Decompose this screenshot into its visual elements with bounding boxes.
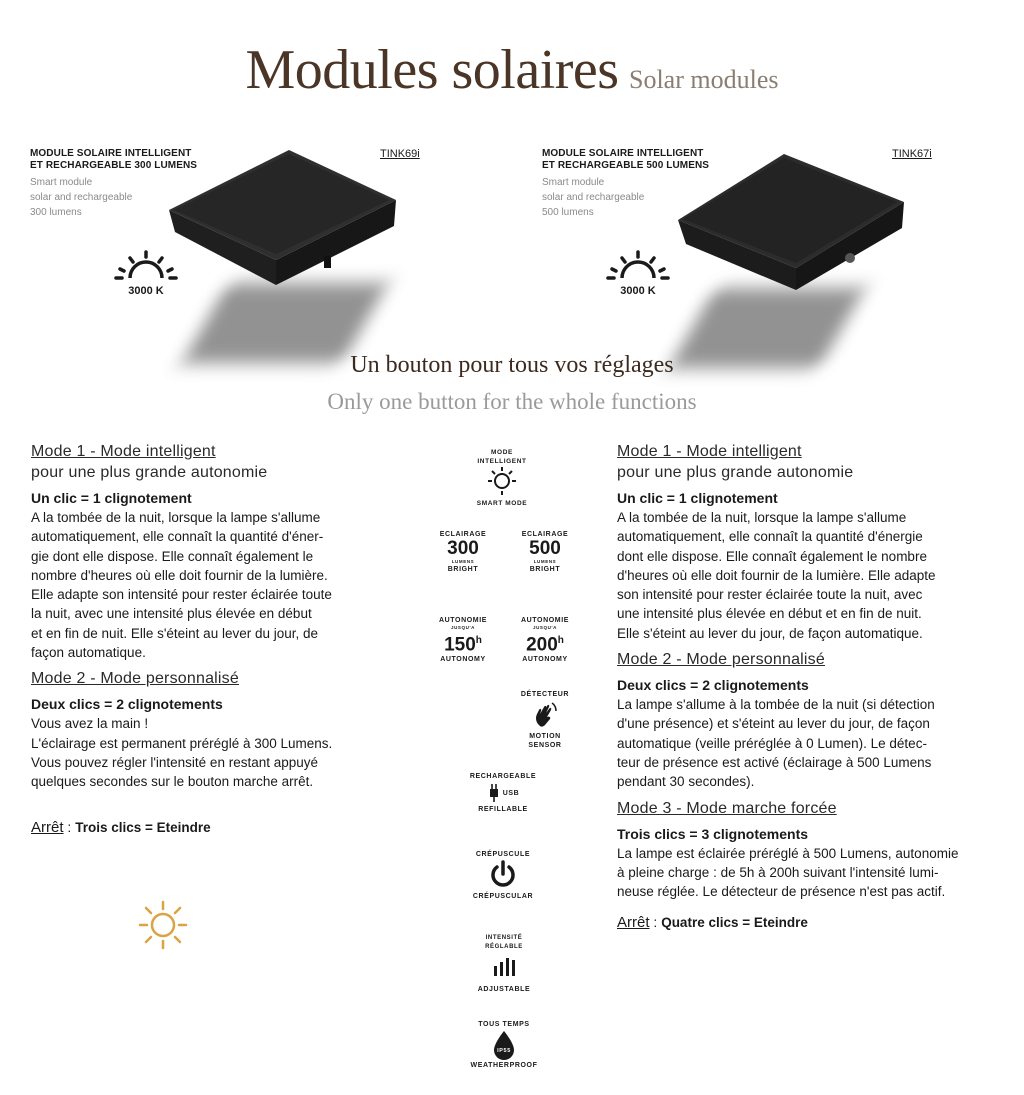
text-line: gie dont elle dispose. Elle connaît également le — [31, 548, 314, 564]
badge-value-suffix: h — [475, 635, 482, 646]
badge-value: 500 — [529, 538, 561, 559]
stop-value: Quatre clics = Eteindre — [661, 915, 808, 931]
stop-value: Trois clics = Eteindre — [75, 819, 211, 835]
mode1-subtitle: pour une plus grande autonomie — [31, 464, 268, 481]
badge-value: 300 — [447, 538, 479, 559]
mode3-description — [617, 844, 997, 902]
product-name-line2: ET RECHARGEABLE 500 LUMENS — [542, 160, 710, 171]
product-name-line1: MODULE SOLAIRE INTELLIGENT — [30, 148, 192, 159]
text-line: A la tombée de la nuit, lorsque la lampe s'allume — [31, 510, 321, 525]
badge-value: 150 — [444, 634, 476, 656]
badge-value-suffix: h — [557, 635, 564, 646]
left-column — [31, 441, 401, 837]
mode1-title: Mode 1 - Mode intelligent — [617, 443, 802, 460]
badge-top-label: CRÉPUSCULE — [475, 851, 531, 858]
badge-unit: JUSQU'A — [532, 625, 558, 630]
sun-icon — [138, 900, 188, 950]
power-icon — [488, 859, 518, 889]
sunrise-icon — [110, 248, 182, 280]
text-line: dont elle dispose. Elle connaît également le nombre — [617, 548, 927, 564]
product-card-2 — [542, 148, 952, 378]
slogan-french: Un bouton pour tous vos réglages — [350, 352, 674, 378]
badge-top-label: AUTONOMIE — [438, 617, 488, 624]
mode1-description — [617, 508, 997, 643]
badge-top-label: MODE INTELLIGENT — [477, 449, 527, 465]
text-line: Vous pouvez régler l'intensité en restant appuyé — [31, 754, 319, 770]
badge-top-label: RECHARGEABLE — [469, 773, 537, 780]
product-reference[interactable]: TINK67i — [892, 148, 932, 160]
hand-wave-icon — [530, 699, 560, 729]
product-name-line1: MODULE SOLAIRE INTELLIGENT — [542, 148, 704, 159]
stop-label: Arrêt — [31, 818, 64, 836]
color-temperature-badge — [602, 248, 674, 297]
solar-module-image — [160, 148, 440, 318]
text-line: la nuit, avec une intensité plus élevée en début — [31, 606, 312, 622]
solar-module-image — [672, 148, 912, 308]
text-line: La lampe est éclairée préréglé à 500 Lumens, autonomie — [617, 845, 959, 861]
rechargeable-badge — [468, 772, 538, 814]
product-name-line2: ET RECHARGEABLE 300 LUMENS — [30, 160, 198, 171]
signal-bars-icon — [489, 952, 519, 982]
badge-bottom-label: BRIGHT — [529, 566, 561, 573]
mode1-clicks: Un clic = 1 clignotement — [617, 490, 778, 506]
product-sub-line1: Smart module — [542, 177, 605, 188]
product-sub-line2: solar and rechargeable — [542, 192, 645, 203]
product-reference[interactable]: TINK69i — [380, 148, 420, 160]
stop-instruction — [617, 913, 997, 932]
mode2-title: Mode 2 - Mode personnalisé — [617, 651, 825, 669]
text-line: et en fin de nuit. Elle s'éteint au lever du jour, de — [31, 625, 319, 641]
product-sub-line3: 300 lumens — [30, 207, 82, 218]
text-line: façon automatique. — [31, 645, 146, 661]
water-drop-icon — [489, 1029, 519, 1061]
text-line: Elle s'éteint au lever du jour, de façon automatique. — [617, 625, 923, 641]
badge-top-label: TOUS TEMPS — [478, 1021, 530, 1028]
text-line: à pleine charge : de 5h à 200h suivant l'intensité lumi- — [617, 864, 939, 880]
badge-bottom-label: AUTONOMY — [522, 656, 568, 664]
badge-bottom-label: REFILLABLE — [478, 806, 528, 813]
text-line: automatique (veille préréglée à 0 Lumen). Le détec- — [617, 735, 927, 751]
autonomy-150-badge — [430, 616, 496, 664]
mode1-description — [31, 508, 401, 662]
text-line: nombre d'heures où elle doit fournir de la lumière. — [31, 567, 328, 583]
text-line: L'éclairage est permanent préréglé à 300 Lumens. — [31, 735, 333, 751]
mode1-title: Mode 1 - Mode intelligent — [31, 443, 216, 460]
product-sub-line3: 500 lumens — [542, 207, 594, 218]
badge-bottom-label: SMART MODE — [476, 500, 528, 507]
product-sub-line1: Smart module — [30, 177, 93, 188]
lumens-300-badge — [430, 530, 496, 574]
mode3-clicks: Trois clics = 3 clignotements — [617, 825, 809, 842]
color-temperature-badge — [110, 248, 182, 297]
text-line: d'heures où elle doit fournir de la lumière. Elle adapte — [617, 567, 936, 583]
badge-top-label: DÉTECTEUR — [520, 691, 570, 698]
smart-mode-badge — [466, 448, 538, 508]
page-title — [0, 38, 1024, 102]
mode2-clicks: Deux clics = 2 clignotements — [31, 696, 223, 713]
mode2-clicks: Deux clics = 2 clignotements — [617, 677, 809, 694]
product-card-1 — [30, 148, 440, 378]
text-line: neuse réglée. Le détecteur de présence n'est pas actif. — [617, 884, 946, 900]
autonomy-200-badge — [512, 616, 578, 664]
stop-separator: : — [63, 818, 76, 835]
badge-bottom-label: WEATHERPROOF — [470, 1062, 538, 1069]
stop-label: Arrêt — [617, 914, 650, 932]
mode2-description — [31, 714, 401, 791]
mode3-title: Mode 3 - Mode marche forcée — [617, 799, 837, 817]
ip-rating-label: IP55 — [497, 1048, 511, 1054]
slogan-english: Only one button for the whole functions — [327, 389, 697, 414]
text-line: une intensité plus élevée en début et en fin de nuit. — [617, 606, 922, 622]
badge-bottom-label: AUTONOMY — [440, 656, 486, 664]
text-line: d'une présence) et s'éteint au lever du jour, de façon — [617, 716, 930, 732]
product-sub-line2: solar and rechargeable — [30, 192, 133, 203]
badge-unit: LUMENS — [533, 559, 557, 564]
text-line: A la tombée de la nuit, lorsque la lampe s'allume — [617, 510, 907, 525]
badge-bottom-label: ADJUSTABLE — [477, 986, 531, 993]
text-line: pendant 30 secondes). — [617, 774, 755, 790]
stop-instruction — [31, 818, 401, 837]
badge-bottom-label: MOTION SENSOR — [528, 733, 562, 749]
text-line: La lampe s'allume à la tombée de la nuit (si détection — [617, 697, 935, 713]
text-line: son intensité pour rester éclairée toute la nuit, avec — [617, 587, 923, 603]
badge-value: 200 — [526, 634, 558, 656]
badge-bottom-label: BRIGHT — [447, 566, 479, 573]
mode1-clicks: Un clic = 1 clignotement — [31, 490, 192, 506]
plug-icon — [487, 783, 501, 803]
motion-sensor-badge — [512, 690, 578, 750]
right-column — [617, 441, 997, 933]
weatherproof-badge — [466, 1020, 542, 1070]
badge-top-label: INTENSITÉ RÉGLABLE — [485, 935, 523, 950]
stop-separator: : — [649, 914, 662, 931]
usb-label: USB — [502, 789, 520, 797]
text-line: teur de présence est activé (éclairage à 500 Lumens — [617, 754, 932, 770]
badge-top-label: ECLAIRAGE — [521, 531, 569, 538]
badge-top-label: ECLAIRAGE — [439, 531, 487, 538]
title-english: Solar modules — [629, 65, 779, 94]
text-line: quelques secondes sur le bouton marche arrêt. — [31, 774, 314, 790]
title-french: Modules solaires — [245, 39, 619, 101]
text-line: Elle adapte son intensité pour rester éclairée toute — [31, 587, 332, 603]
badge-bottom-label: CRÉPUSCULAR — [472, 893, 534, 900]
color-temperature-label: 3000 K — [620, 285, 656, 297]
badge-unit: JUSQU'A — [450, 625, 476, 630]
sunrise-icon — [602, 248, 674, 280]
adjustable-intensity-badge — [466, 934, 542, 994]
badge-unit: LUMENS — [451, 559, 475, 564]
dusk-sensor-badge — [468, 850, 538, 901]
text-line: automatiquement, elle connaît la quantité d'énergie — [617, 529, 923, 545]
mode2-title: Mode 2 - Mode personnalisé — [31, 670, 239, 688]
lumens-500-badge — [512, 530, 578, 574]
smart-mode-icon — [485, 466, 519, 496]
mode1-subtitle: pour une plus grande autonomie — [617, 464, 854, 481]
text-line: automatiquement, elle connaît la quantité d'éner- — [31, 529, 324, 545]
badge-top-label: AUTONOMIE — [520, 617, 570, 624]
text-line: Vous avez la main ! — [31, 716, 149, 732]
color-temperature-label: 3000 K — [128, 285, 164, 297]
mode2-description — [617, 695, 997, 791]
